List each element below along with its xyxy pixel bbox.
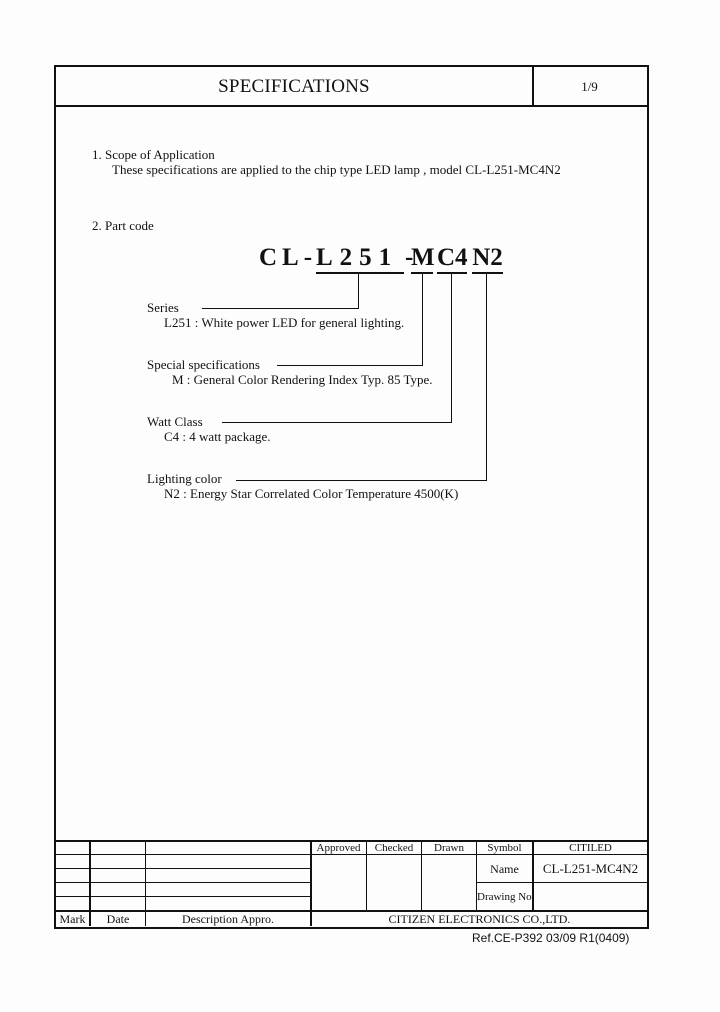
leader-series-v (358, 274, 359, 309)
checked-label: Checked (374, 841, 414, 854)
rev-row-line (54, 896, 311, 897)
partcode-separator: - (405, 244, 414, 271)
partcode-watt: C4 (437, 244, 467, 274)
drawn-label: Drawn (434, 841, 464, 854)
field-color-desc: N2 : Energy Star Correlated Color Temperature 4500(K) (164, 486, 459, 501)
section-scope-heading: 1. Scope of Application (92, 147, 215, 162)
name-value: CL-L251-MC4N2 (542, 860, 639, 876)
leader-special-v (422, 274, 423, 366)
field-color-label: Lighting color (147, 471, 222, 486)
rev-row-line (54, 868, 311, 869)
leader-color-v (486, 274, 487, 481)
rev-row-line (54, 882, 311, 883)
leader-series-h (202, 308, 359, 309)
leader-watt-h (222, 422, 452, 423)
leader-watt-v (451, 274, 452, 423)
section-partcode-heading: 2. Part code (92, 218, 154, 233)
leader-color-h (236, 480, 487, 481)
field-series-desc: L251 : White power LED for general lighting. (164, 315, 405, 330)
drawing-no-label: Drawing No (477, 890, 532, 903)
rev-row-line (54, 854, 311, 855)
field-series-label: Series (147, 300, 179, 315)
page-number: 1/9 (581, 78, 598, 94)
field-watt-label: Watt Class (147, 414, 203, 429)
drawing-no-value (534, 883, 647, 910)
field-special-desc: M : General Color Rendering Index Typ. 85 Type. (172, 372, 433, 387)
field-special-label: Special specifications (147, 357, 260, 372)
description-label: Description Appro. (182, 912, 274, 926)
reference-code: Ref.CE-P392 03/09 R1(0409) (472, 931, 630, 945)
partcode-prefix: CL- (259, 244, 318, 271)
partcode-special: M (411, 244, 433, 274)
mark-label: Mark (59, 912, 86, 926)
field-watt-desc: C4 : 4 watt package. (164, 429, 271, 444)
company-name: CITIZEN ELECTRONICS CO.,LTD. (388, 912, 571, 926)
symbol-value: CITILED (569, 841, 612, 854)
partcode-series: L251 (316, 244, 404, 274)
symbol-label: Symbol (487, 841, 522, 854)
approved-label: Approved (316, 841, 361, 854)
leader-special-h (277, 365, 423, 366)
date-label: Date (106, 912, 130, 926)
name-label: Name (490, 861, 519, 876)
page-title: SPECIFICATIONS (218, 75, 370, 97)
section-scope-body: These specifications are applied to the chip type LED lamp , model CL-L251-MC4N2 (112, 162, 561, 177)
partcode-color: N2 (472, 244, 503, 274)
